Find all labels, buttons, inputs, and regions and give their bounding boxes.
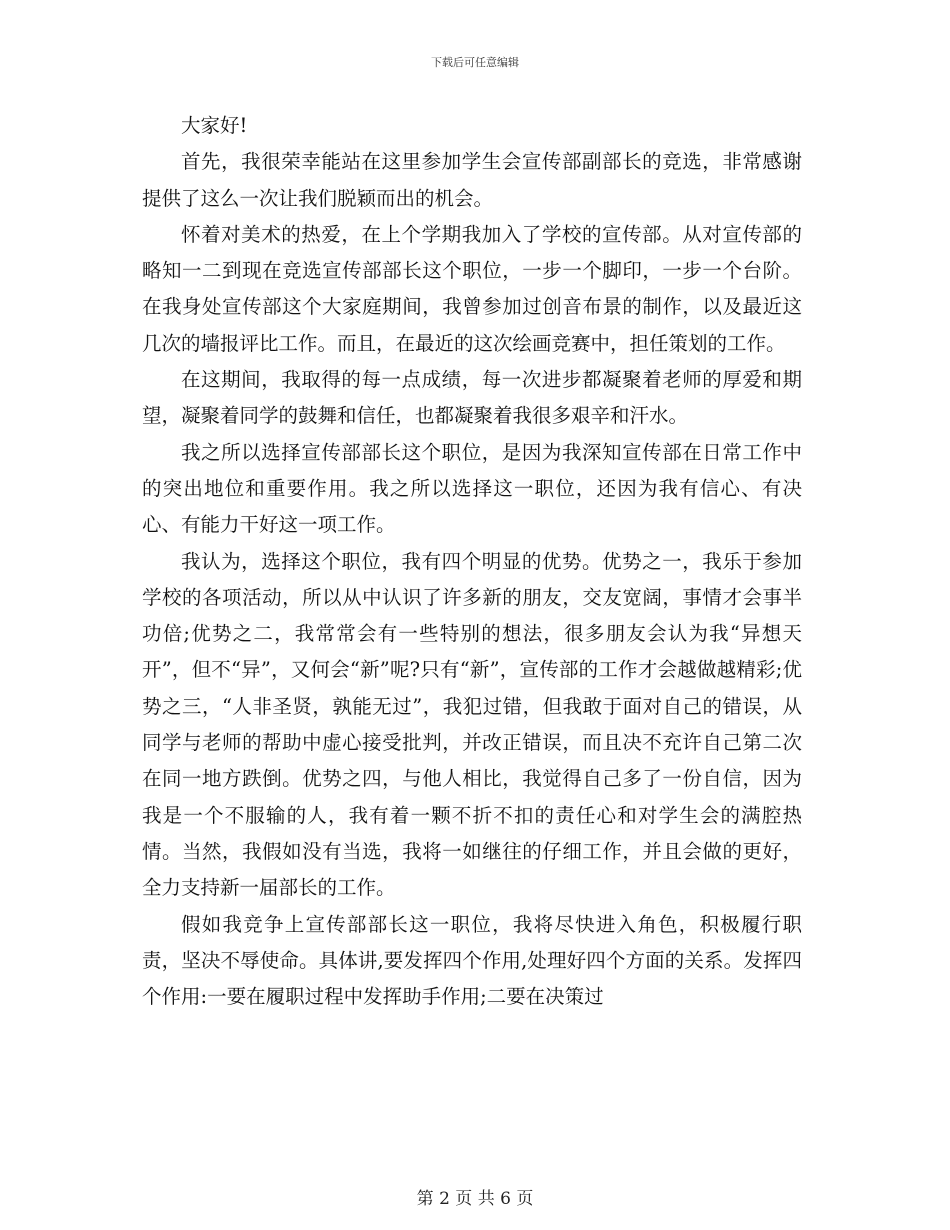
document-body — [142, 108, 802, 1015]
paragraph: 在这期间，我取得的每一点成绩，每一次进步都凝聚着老师的厚爱和期望，凝聚着同学的鼓舞和信任，也都凝聚着我很多艰辛和汗水。 — [142, 368, 802, 428]
page-header-note: 下载后可任意编辑 — [431, 56, 519, 69]
paragraph: 怀着对美术的热爱，在上个学期我加入了学校的宣传部。从对宣传部的略知一二到现在竞选宣传部部长这个职位，一步一个脚印，一步一个台阶。在我身处宣传部这个大家庭期间，我曾参加过创音布景的制作，以及最近这几次的墙报评比工作。而且，在最近的这次绘画竞赛中，担任策划的工作。 — [142, 222, 802, 355]
page-number: 第 2 页 共 6 页 — [416, 1189, 534, 1209]
paragraph: 我认为，选择这个职位，我有四个明显的优势。优势之一，我乐于参加学校的各项活动，所以从中认识了许多新的朋友，交友宽阔，事情才会事半功倍;优势之二，我常常会有一些特别的想法，很多朋友会认为我“异想天开”，但不“异”，又何会“新”呢?只有“新”，宣传部的工作才会越做越精彩;优势之三，“人非圣贤，孰能无过”，我犯过错，但我敢于面对自己的错误，从同学与老师的帮助中虚心接受批判，并改正错误，而且决不充许自己第二次在同一地方跌倒。优势之四，与他人相比，我觉得自己多了一份自信，因为我是一个不服输的人，我有着一颗不折不扣的责任心和对学生会的满腔热情。当然，我假如没有当选，我将一如继往的仔细工作，并且会做的更好，全力支持新一届部长的工作。 — [142, 549, 802, 900]
paragraph: 假如我竞争上宣传部部长这一职位，我将尽快进入角色，积极履行职责，坚决不辱使命。具体讲,要发挥四个作用,处理好四个方面的关系。发挥四个作用:一要在履职过程中发挥助手作用;二要在决策过 — [142, 912, 802, 1009]
paragraph: 我之所以选择宣传部部长这个职位，是因为我深知宣传部在日常工作中的突出地位和重要作用。我之所以选择这一职位，还因为我有信心、有决心、有能力干好这一项工作。 — [142, 440, 802, 537]
paragraph: 首先，我很荣幸能站在这里参加学生会宣传部副部长的竞选，非常感谢提供了这么一次让我们脱颖而出的机会。 — [142, 150, 802, 210]
paragraph-greeting: 大家好! — [181, 114, 248, 137]
